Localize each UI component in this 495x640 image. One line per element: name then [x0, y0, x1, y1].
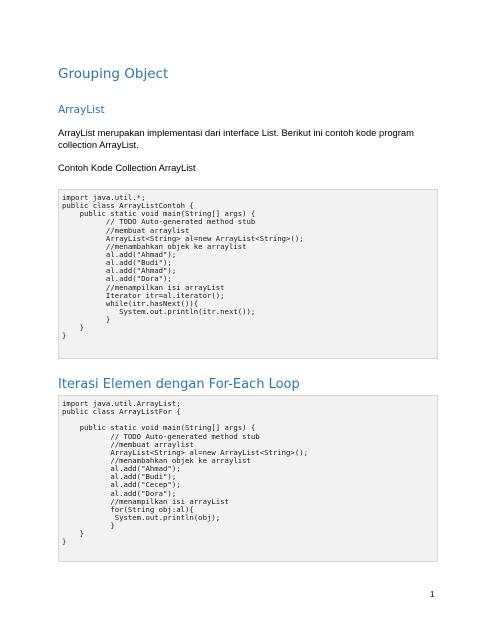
code-line: } — [62, 323, 84, 333]
code-line: al.add("Ahmad"); — [62, 464, 181, 474]
foreach-heading: Iterasi Elemen dengan For-Each Loop — [58, 377, 300, 392]
code-line: ArrayList<String> al=new ArrayList<String>(); — [62, 233, 304, 243]
code-line: public static void main(String[] args) { — [62, 423, 256, 433]
code-line: System.out.println(obj); — [62, 512, 221, 522]
code-line: //menambahkan objek ke arraylist — [62, 241, 247, 251]
code-line: import java.util.ArrayList; — [62, 399, 181, 408]
code-line: //menampilkan isi arrayList — [62, 282, 225, 292]
code-line: //menambahkan objek ke arraylist — [62, 455, 251, 465]
code-line: ArrayList<String> al=new ArrayList<String>(); — [62, 447, 309, 457]
code-line: al.add("Ahmad"); — [62, 266, 177, 276]
code-line: //membuat arraylist — [62, 439, 194, 449]
code-line: al.add("Dora"); — [62, 488, 177, 498]
arraylist-paragraph: ArrayList merupakan implementasi dari interface List. Berikut ini contoh kode program collection ArrayList. — [58, 127, 414, 150]
code-line: while(itr.hasNext()){ — [62, 298, 199, 308]
code-line: System.out.println(itr.next()); — [62, 306, 256, 316]
code-line: al.add("Cecep"); — [62, 480, 181, 490]
code-line: import java.util.*; — [62, 193, 146, 202]
code-line: Iterator itr=al.iterator(); — [62, 290, 225, 300]
code-line: //menampilkan isi arrayList — [62, 496, 229, 506]
code-line: public class ArrayListFor { — [62, 407, 181, 417]
code-line: } — [62, 537, 67, 547]
code-line: for(String obj:al){ — [62, 504, 194, 514]
code-line: } — [62, 315, 111, 325]
page-number: 1 — [430, 590, 435, 599]
foreach-code-block — [58, 395, 438, 562]
code-line: al.add("Dora"); — [62, 274, 172, 284]
code-line: //membuat arraylist — [62, 225, 190, 235]
code-line: public class ArrayListContoh { — [62, 201, 194, 211]
code-line: al.add("Ahmad"); — [62, 249, 177, 259]
code-line: public static void main(String[] args) { — [62, 209, 256, 219]
code-line: al.add("Budi"); — [62, 472, 177, 482]
code-example-caption: Contoh Kode Collection ArrayList — [58, 162, 196, 173]
code-line: } — [62, 331, 67, 341]
arraylist-code-block — [58, 189, 438, 359]
code-line: } — [62, 529, 84, 539]
code-line: // TODO Auto-generated method stub — [62, 431, 260, 441]
page-title: Grouping Object — [58, 66, 169, 82]
code-line: } — [62, 521, 115, 531]
code-line: // TODO Auto-generated method stub — [62, 217, 256, 227]
code-line: al.add("Budi"); — [62, 258, 172, 268]
arraylist-heading: ArrayList — [58, 104, 105, 116]
